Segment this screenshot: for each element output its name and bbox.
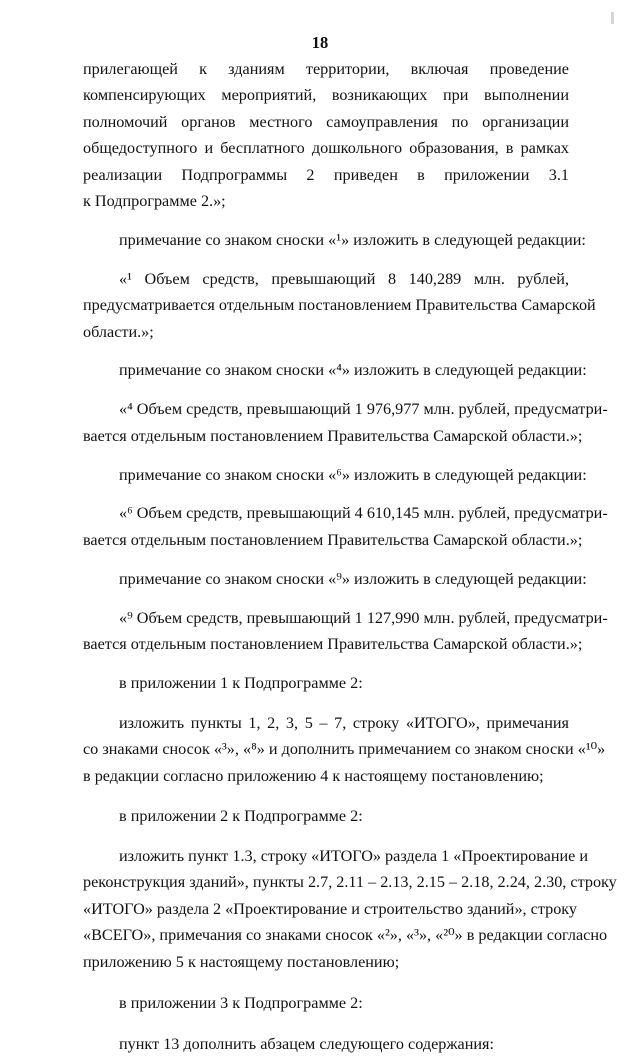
text-line: вается отдельным постановлением Правительства Самарской области.»; bbox=[83, 426, 583, 445]
text-line: прилегающей к зданиям территории, включая проведение bbox=[83, 60, 569, 78]
text-line: предусматривается отдельным постановлением Правительства Самарской bbox=[83, 296, 596, 315]
text-line: компенсирующих мероприятий, возникающих при выполнении bbox=[83, 86, 569, 105]
text-line: вается отдельным постановлением Правительства Самарской области.»; bbox=[83, 635, 583, 654]
paragraph-gap bbox=[83, 253, 569, 266]
text-line: «¹ Объем средств, превышающий 8 140,289 млн. рублей, bbox=[119, 269, 569, 288]
text-line: изложить пункты 1, 2, 3, 5 – 7, строку «ИТОГО», примечания bbox=[119, 714, 569, 732]
paragraph-gap bbox=[83, 975, 569, 990]
paragraph-gap bbox=[83, 553, 569, 566]
text-line: «ИТОГО» раздела 2 «Проектирование и строительство зданий», строку bbox=[83, 899, 578, 918]
text-line: в приложении 2 к Подпрограмме 2: bbox=[119, 806, 363, 825]
paragraph-gap bbox=[83, 592, 569, 605]
text-line: со знаками сносок «³», «⁸» и дополнить примечанием со знаком сноски «¹⁰» bbox=[83, 740, 606, 759]
text-line: полномочий органов местного самоуправления по организации bbox=[83, 112, 569, 131]
text-line: пункт 13 дополнить абзацем следующего содержания: bbox=[119, 1035, 494, 1054]
paragraph-gap bbox=[83, 789, 569, 803]
paragraph-gap bbox=[83, 488, 569, 501]
paragraph-gap bbox=[83, 214, 569, 227]
paragraph-gap bbox=[83, 1016, 569, 1031]
paragraph-gap bbox=[83, 345, 569, 358]
text-line: в приложении 3 к Подпрограмме 2: bbox=[119, 993, 363, 1012]
text-line: примечание со знаком сноски «¹» изложить в следующей редакции: bbox=[119, 230, 586, 249]
text-line: «⁶ Объем средств, превышающий 4 610,145 млн. рублей, предусматри- bbox=[119, 504, 608, 523]
text-line: примечание со знаком сноски «⁶» изложить в следующей редакции: bbox=[119, 465, 587, 484]
text-line: области.»; bbox=[83, 322, 154, 341]
paragraph-gap bbox=[83, 829, 569, 843]
page-number: 18 bbox=[311, 33, 329, 52]
document-body bbox=[83, 56, 617, 1058]
paragraph-gap bbox=[83, 657, 569, 670]
scan-edge-mark bbox=[611, 12, 614, 24]
text-line: в приложении 1 к Подпрограмме 2: bbox=[119, 673, 363, 692]
text-line: реконструкция зданий», пункты 2.7, 2.11 – 2.13, 2.15 – 2.18, 2.24, 2.30, строку bbox=[83, 873, 617, 892]
paragraph-gap bbox=[83, 384, 569, 397]
text-line: в редакции согласно приложению 4 к настоящему постановлению; bbox=[83, 766, 544, 785]
text-line: общедоступного и бесплатного дошкольного образования, в рамках bbox=[83, 139, 569, 158]
text-line: «⁹ Объем средств, превышающий 1 127,990 млн. рублей, предусматри- bbox=[119, 608, 608, 627]
text-line: вается отдельным постановлением Правительства Самарской области.»; bbox=[83, 530, 583, 549]
paragraph-gap bbox=[83, 449, 569, 462]
text-line: «ВСЕГО», примечания со знаками сносок «²», «³», «²⁰» в редакции согласно bbox=[83, 926, 608, 945]
text-line: примечание со знаком сноски «⁹» изложить в следующей редакции: bbox=[119, 569, 587, 588]
text-line: к Подпрограмме 2.»; bbox=[83, 191, 226, 210]
text-line: реализации Подпрограммы 2 приведен в приложении 3.1 bbox=[83, 165, 569, 184]
text-line: приложению 5 к настоящему постановлению; bbox=[83, 952, 400, 971]
text-line: «⁴ Объем средств, превышающий 1 976,977 млн. рублей, предусматри- bbox=[119, 400, 608, 419]
paragraph-gap bbox=[83, 696, 569, 710]
text-line: примечание со знаком сноски «⁴» изложить в следующей редакции: bbox=[119, 361, 587, 380]
text-line: изложить пункт 1.3, строку «ИТОГО» раздела 1 «Проектирование и bbox=[119, 846, 589, 865]
